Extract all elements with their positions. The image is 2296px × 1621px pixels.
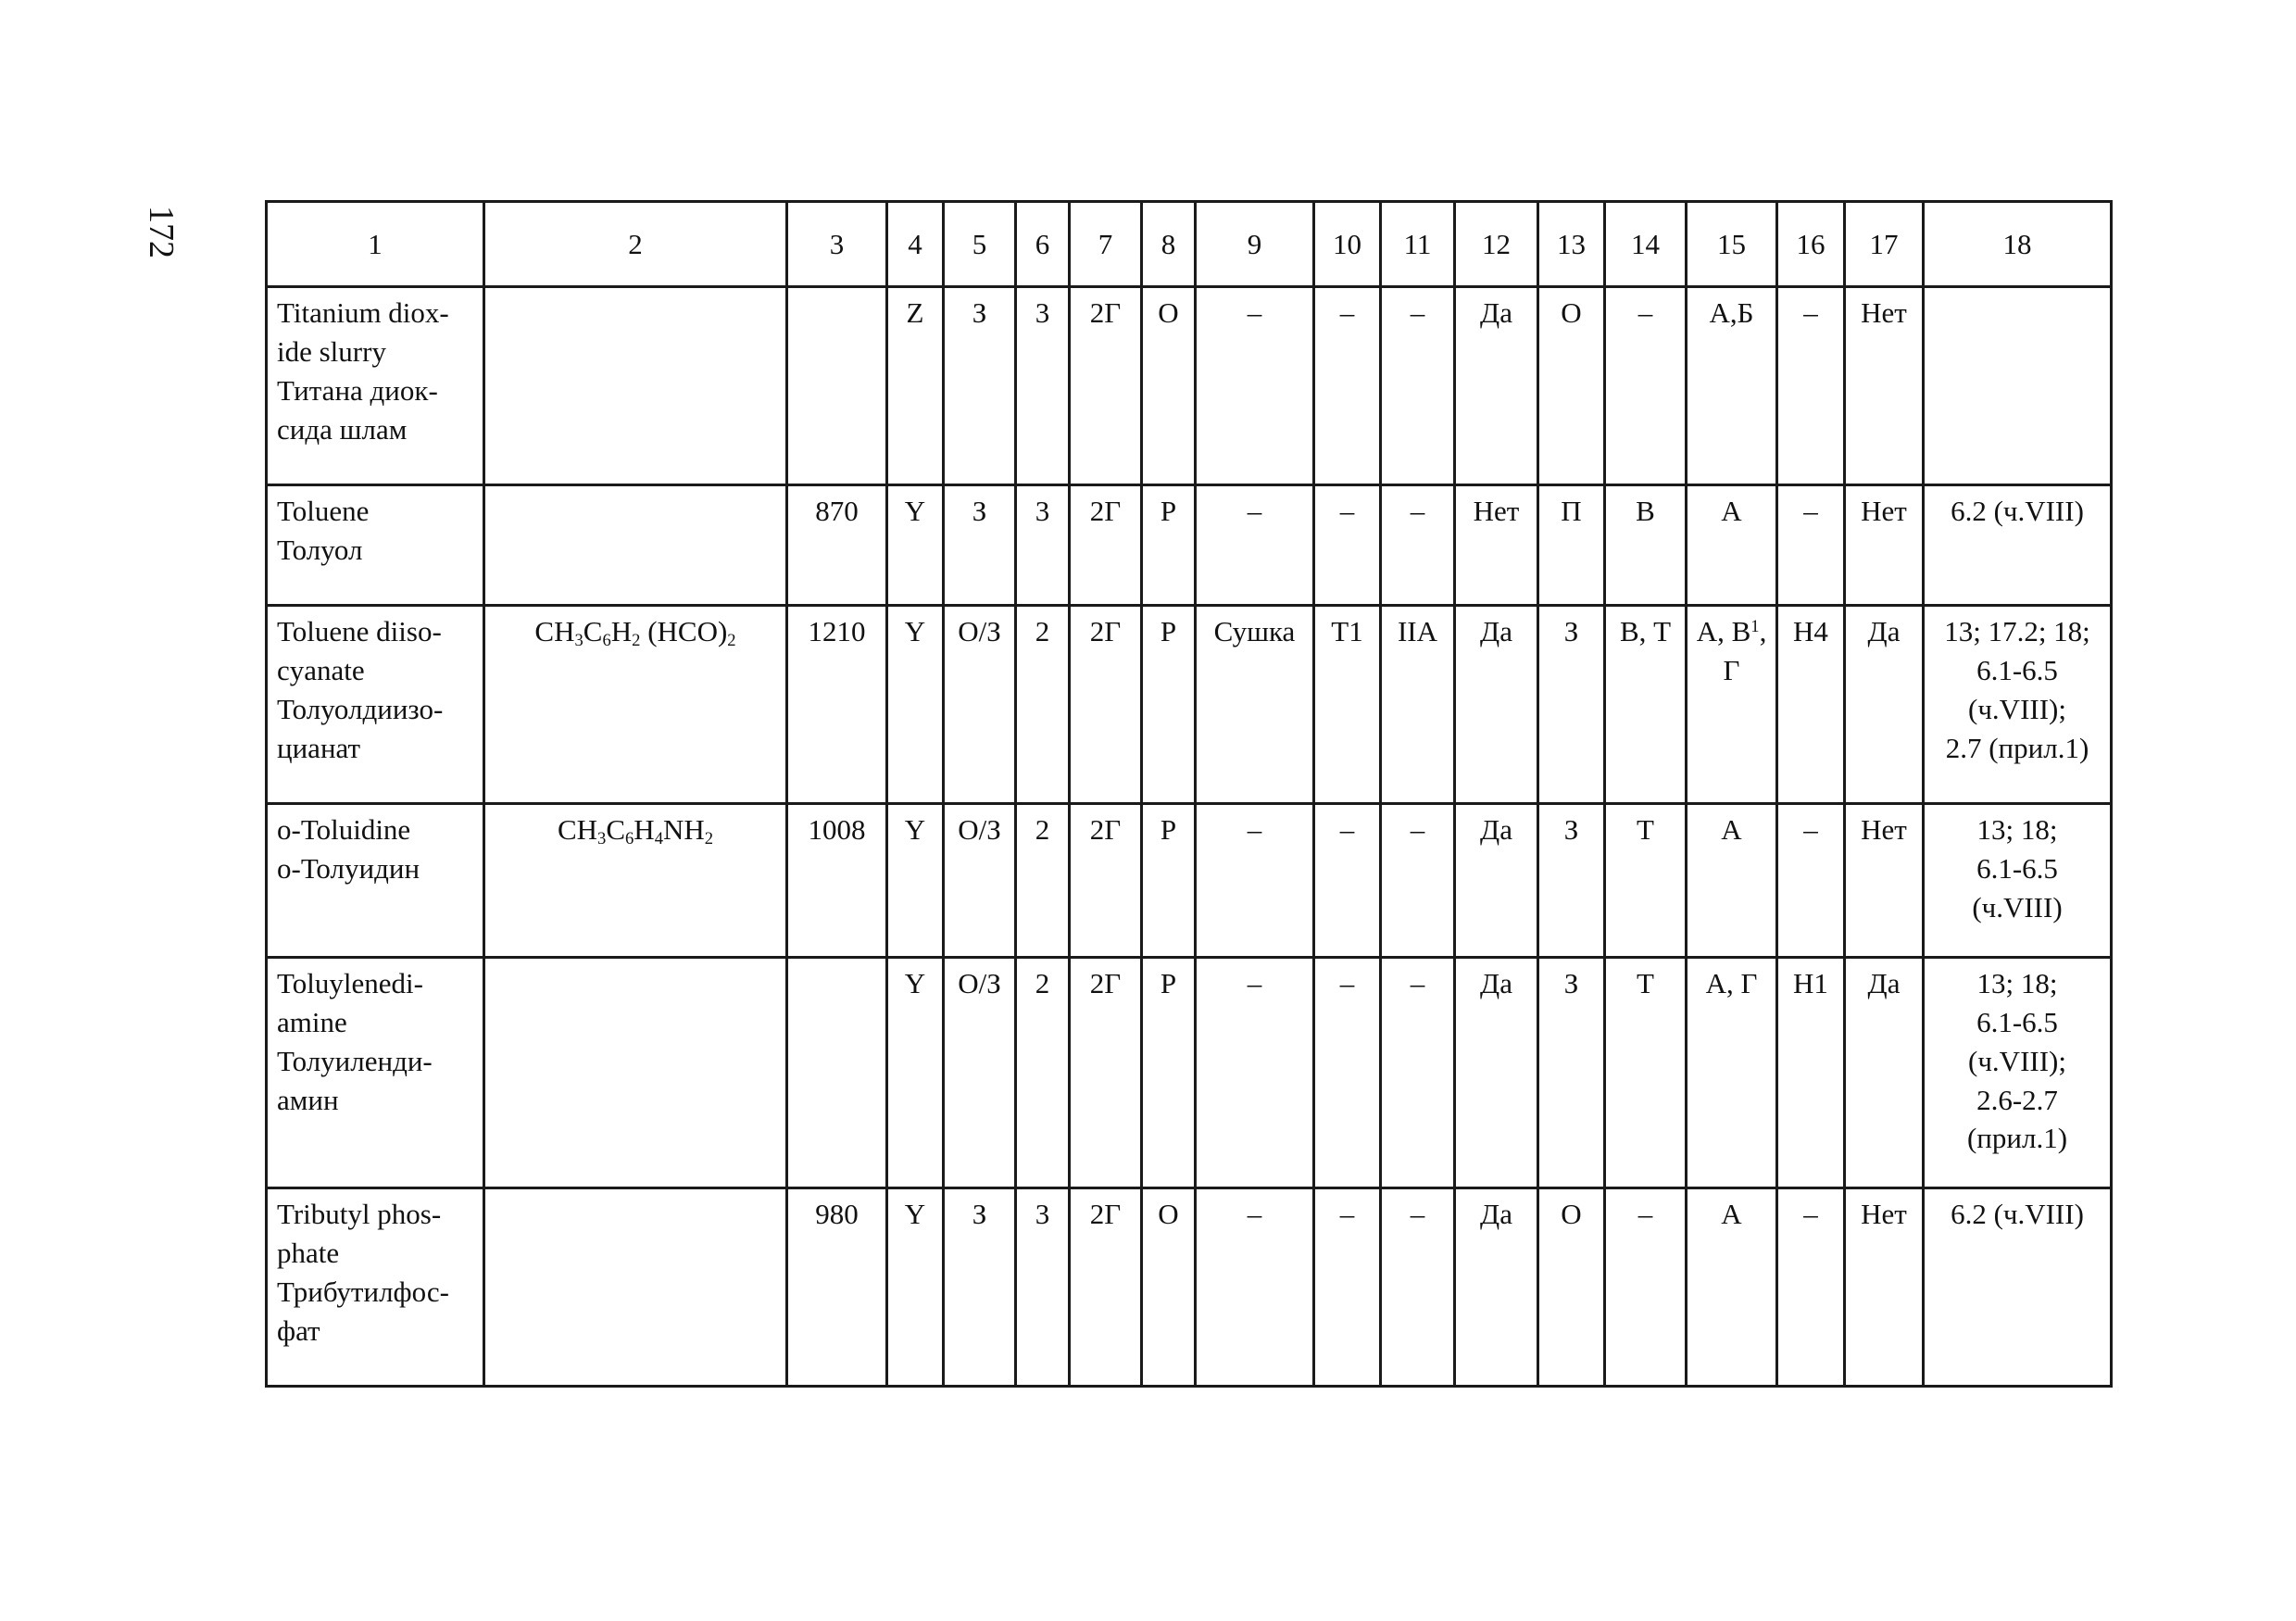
cell: – (1196, 804, 1314, 958)
table-row (267, 804, 2112, 958)
col-header: 11 (1381, 202, 1455, 287)
cell: – (1605, 1188, 1687, 1387)
cell: – (1314, 1188, 1381, 1387)
cell-part: Г (1723, 654, 1740, 687)
name-line: о-Толуидин (277, 852, 420, 886)
cell: Z (887, 287, 944, 485)
name-line: Толуол (277, 533, 363, 566)
page-number: 172 (142, 206, 181, 258)
ref-line: 6.1-6.5 (1976, 1005, 2058, 1038)
formula (557, 813, 714, 849)
name-line: amine (277, 1005, 347, 1038)
name-line: Tributyl phos- (277, 1198, 442, 1231)
cell: 2Г (1070, 1188, 1142, 1387)
cell: – (1196, 484, 1314, 606)
cell: – (1196, 958, 1314, 1188)
cell: 1008 (787, 804, 887, 958)
cell: А, Г (1687, 958, 1777, 1188)
name-line: Толуиленди- (277, 1044, 433, 1077)
formula-subscript: 6 (602, 631, 611, 651)
substance-name (267, 606, 484, 804)
cell: Т (1605, 804, 1687, 958)
formula-cell (484, 804, 787, 958)
formula-part: C (606, 813, 625, 847)
references-cell (1924, 484, 2112, 606)
cell: Н4 (1777, 606, 1845, 804)
name-line: сида шлам (277, 412, 408, 446)
cell: Y (887, 606, 944, 804)
col-header: 3 (787, 202, 887, 287)
chemical-properties-table (265, 200, 2113, 1388)
cell: 3 (1016, 287, 1070, 485)
cell: Да (1845, 958, 1924, 1188)
cell: Р (1142, 958, 1196, 1188)
cell (787, 958, 887, 1188)
cell: Y (887, 804, 944, 958)
ref-line: 2.6-2.7 (1976, 1083, 2058, 1116)
col-header: 2 (484, 202, 787, 287)
cell: Р (1142, 804, 1196, 958)
cell: З (1538, 958, 1605, 1188)
cell: – (1314, 804, 1381, 958)
col-header: 12 (1455, 202, 1538, 287)
ref-line: 13; 18; (1976, 967, 2058, 1000)
cell: – (1777, 484, 1845, 606)
cell: – (1314, 287, 1381, 485)
cell: – (1314, 484, 1381, 606)
cell: П (1538, 484, 1605, 606)
references-cell (1924, 804, 2112, 958)
cell: О (1142, 287, 1196, 485)
ref-line: 6.2 (ч.VIII) (1951, 494, 2084, 527)
table-row (267, 1188, 2112, 1387)
cell: 2 (1016, 958, 1070, 1188)
col-header: 7 (1070, 202, 1142, 287)
cell: – (1381, 958, 1455, 1188)
cell: 2Г (1070, 606, 1142, 804)
name-line: амин (277, 1083, 339, 1116)
name-line: фат (277, 1313, 320, 1347)
formula-part: H (634, 813, 655, 847)
name-line: ide slurry (277, 334, 386, 368)
cell: – (1381, 287, 1455, 485)
cell: 1210 (787, 606, 887, 804)
cell: О (1538, 1188, 1605, 1387)
col-header: 8 (1142, 202, 1196, 287)
cell: Р (1142, 606, 1196, 804)
name-line: цианат (277, 731, 361, 764)
ref-line: 13; 17.2; 18; (1944, 615, 2090, 648)
cell: А,Б (1687, 287, 1777, 485)
cell: З (944, 484, 1016, 606)
cell: – (1605, 287, 1687, 485)
cell: О/З (944, 958, 1016, 1188)
substance-name (267, 958, 484, 1188)
cell: В, Т (1605, 606, 1687, 804)
substance-name (267, 1188, 484, 1387)
col-header: 9 (1196, 202, 1314, 287)
cell: Нет (1455, 484, 1538, 606)
name-line: phate (277, 1236, 340, 1269)
cell: О/З (944, 606, 1016, 804)
cell: 980 (787, 1188, 887, 1387)
ref-line: 6.1-6.5 (1976, 852, 2058, 886)
col-header: 15 (1687, 202, 1777, 287)
cell: З (1538, 804, 1605, 958)
cell: Да (1455, 804, 1538, 958)
cell: 2 (1016, 804, 1070, 958)
table-row (267, 606, 2112, 804)
cell: З (1538, 606, 1605, 804)
formula (534, 615, 736, 651)
table-row (267, 484, 2112, 606)
cell: Нет (1845, 1188, 1924, 1387)
col-header: 5 (944, 202, 1016, 287)
cell: 2Г (1070, 804, 1142, 958)
name-line: Трибутилфос- (277, 1275, 449, 1308)
cell: Да (1455, 958, 1538, 1188)
references-cell (1924, 606, 2112, 804)
cell: З (944, 287, 1016, 485)
ref-line: 6.2 (ч.VIII) (1951, 1198, 2084, 1231)
cell: – (1381, 804, 1455, 958)
name-line: Toluene diiso- (277, 615, 442, 648)
cell: Да (1455, 1188, 1538, 1387)
cell: Да (1455, 606, 1538, 804)
cell: Нет (1845, 484, 1924, 606)
cell-part: , (1759, 615, 1767, 648)
cell: О (1538, 287, 1605, 485)
formula-part: NH (662, 813, 705, 847)
col-header: 17 (1845, 202, 1924, 287)
cell: – (1381, 1188, 1455, 1387)
cell: В (1605, 484, 1687, 606)
cell: А (1687, 804, 1777, 958)
formula-part: C (583, 615, 603, 648)
formula-subscript: 3 (574, 631, 583, 651)
cell (1687, 606, 1777, 804)
cell: О (1142, 1188, 1196, 1387)
name-line: о-Toluidine (277, 813, 411, 847)
cell: Да (1845, 606, 1924, 804)
formula-subscript: 4 (654, 829, 663, 849)
formula-part: H (610, 615, 633, 648)
name-line: Toluene (277, 494, 370, 527)
cell: – (1777, 804, 1845, 958)
header-row (267, 202, 2112, 287)
formula-part: CH (557, 813, 598, 847)
formula-subscript: 2 (727, 631, 736, 651)
cell: – (1777, 287, 1845, 485)
substance-name (267, 804, 484, 958)
cell: 3 (1016, 1188, 1070, 1387)
formula-cell (484, 1188, 787, 1387)
name-line: Titanium diox- (277, 296, 449, 329)
cell-superscript: 1 (1750, 617, 1760, 637)
col-header: 1 (267, 202, 484, 287)
cell: Т (1605, 958, 1687, 1188)
ref-line: (ч.VIII) (1972, 891, 2063, 924)
cell: А (1687, 484, 1777, 606)
formula-subscript: 6 (625, 829, 634, 849)
ref-line: 13; 18; (1976, 813, 2058, 847)
ref-line: 2.7 (прил.1) (1945, 731, 2089, 764)
cell: 2 (1016, 606, 1070, 804)
cell: Н1 (1777, 958, 1845, 1188)
substance-name (267, 287, 484, 485)
ref-line: (ч.VIII); (1968, 1044, 2066, 1077)
cell: Y (887, 958, 944, 1188)
cell: – (1381, 484, 1455, 606)
col-header: 4 (887, 202, 944, 287)
formula-cell (484, 484, 787, 606)
cell: 2Г (1070, 484, 1142, 606)
formula-subscript: 2 (632, 631, 641, 651)
cell: 2Г (1070, 958, 1142, 1188)
cell: Нет (1845, 287, 1924, 485)
formula-subscript: 3 (597, 829, 607, 849)
formula-cell (484, 287, 787, 485)
cell: 3 (1016, 484, 1070, 606)
cell: – (1314, 958, 1381, 1188)
col-header: 16 (1777, 202, 1845, 287)
name-line: Toluylenedi- (277, 967, 423, 1000)
name-line: cyanate (277, 654, 365, 687)
cell: Р (1142, 484, 1196, 606)
cell-part: А, В (1696, 615, 1751, 648)
col-header: 10 (1314, 202, 1381, 287)
cell: Т1 (1314, 606, 1381, 804)
col-header: 6 (1016, 202, 1070, 287)
cell: Нет (1845, 804, 1924, 958)
formula-part: (HCO) (640, 615, 728, 648)
cell: Да (1455, 287, 1538, 485)
cell: Y (887, 1188, 944, 1387)
references-cell (1924, 287, 2112, 485)
cell: – (1196, 287, 1314, 485)
cell: Y (887, 484, 944, 606)
col-header: 14 (1605, 202, 1687, 287)
col-header: 13 (1538, 202, 1605, 287)
cell: А (1687, 1188, 1777, 1387)
references-cell (1924, 1188, 2112, 1387)
ref-line: (ч.VIII); (1968, 693, 2066, 726)
cell: 2Г (1070, 287, 1142, 485)
ref-line: 6.1-6.5 (1976, 654, 2058, 687)
formula-cell (484, 606, 787, 804)
cell: О/З (944, 804, 1016, 958)
ref-line: (прил.1) (1966, 1122, 2068, 1155)
cell: – (1196, 1188, 1314, 1387)
col-header: 18 (1924, 202, 2112, 287)
name-line: Титана диок- (277, 373, 438, 407)
formula-cell (484, 958, 787, 1188)
table-row (267, 958, 2112, 1188)
cell: Сушка (1196, 606, 1314, 804)
formula-part: CH (534, 615, 575, 648)
formula-subscript: 2 (704, 829, 714, 849)
substance-name (267, 484, 484, 606)
cell: IIА (1381, 606, 1455, 804)
table-row (267, 287, 2112, 485)
cell: – (1777, 1188, 1845, 1387)
references-cell (1924, 958, 2112, 1188)
cell: 870 (787, 484, 887, 606)
cell (787, 287, 887, 485)
cell: З (944, 1188, 1016, 1387)
name-line: Толуолдиизо- (277, 693, 444, 726)
